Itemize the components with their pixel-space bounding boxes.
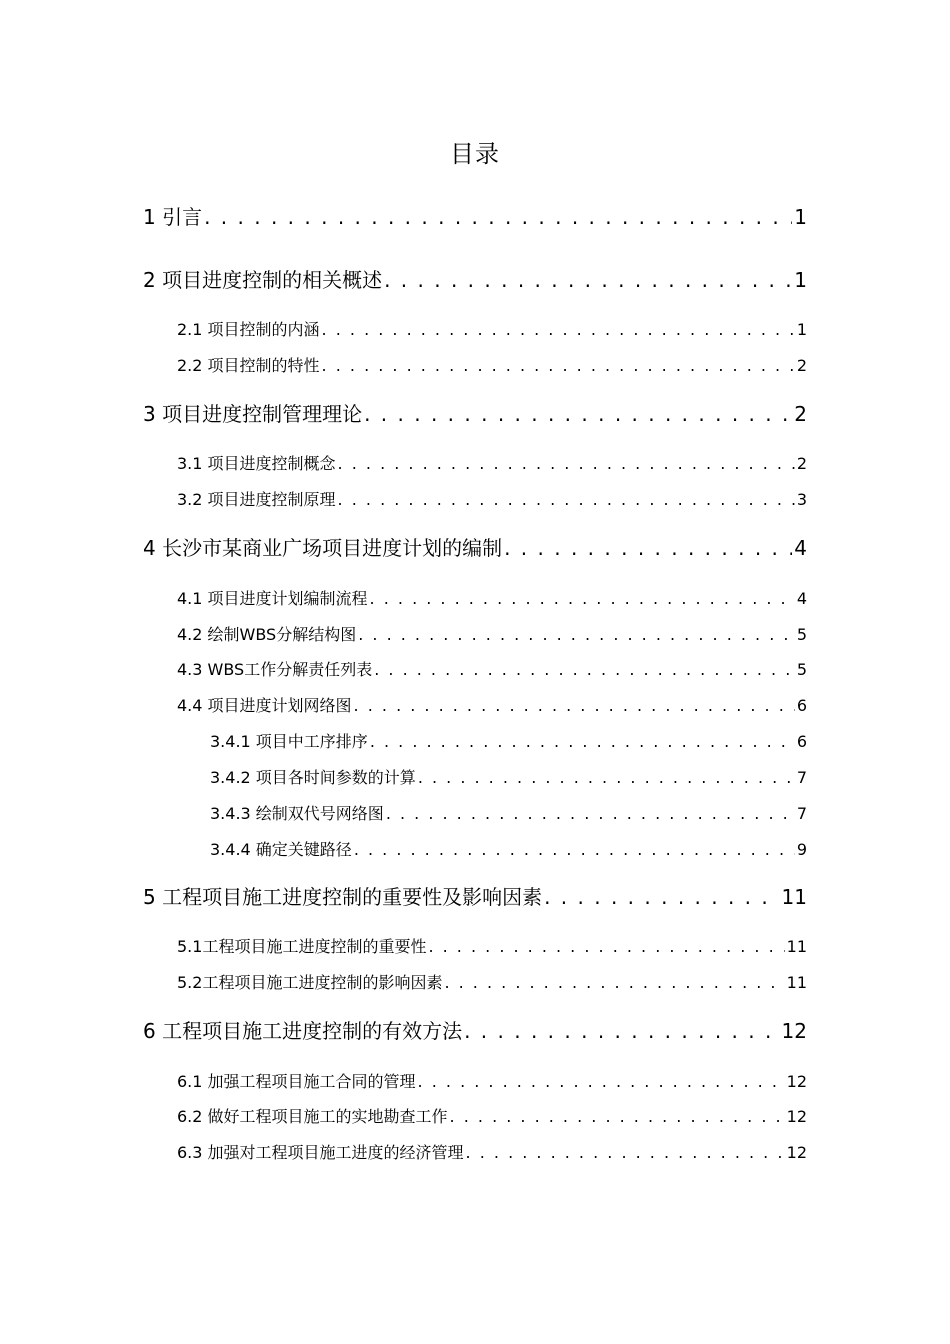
toc-entry[interactable]	[143, 881, 807, 909]
toc-page-number: 5	[796, 660, 807, 679]
toc-dot-leader	[384, 268, 792, 292]
toc-entry[interactable]	[177, 586, 807, 608]
toc-entry-label: 4 长沙市某商业广场项目进度计划的编制	[143, 536, 503, 560]
toc-entry-label: 6 工程项目施工进度控制的有效方法	[143, 1019, 463, 1043]
toc-page-number: 2	[796, 356, 807, 375]
page-title: 目录	[450, 140, 500, 168]
toc-entry[interactable]	[177, 487, 807, 509]
toc-dot-leader	[450, 1107, 785, 1126]
toc-page-number: 5	[796, 625, 807, 644]
toc-dot-leader	[364, 402, 792, 426]
toc-dot-leader	[370, 732, 795, 751]
toc-page-number: 7	[796, 804, 807, 823]
toc-dot-leader	[370, 589, 795, 608]
toc-dot-leader	[322, 356, 795, 375]
toc-dot-leader	[464, 1019, 779, 1043]
toc-dot-leader	[418, 1072, 785, 1091]
toc-dot-leader	[374, 660, 795, 679]
toc-entry-label: 6.2 做好工程项目施工的实地勘查工作	[177, 1107, 448, 1126]
toc-dot-leader	[428, 937, 784, 956]
toc-entry-label: 2 项目进度控制的相关概述	[143, 268, 383, 292]
toc-entry-label: 3.2 项目进度控制原理	[177, 490, 336, 509]
toc-dot-leader	[358, 625, 795, 644]
toc-page-number: 1	[794, 205, 807, 229]
toc-entry[interactable]	[177, 970, 807, 992]
toc-entry-label: 5.1工程项目施工进度控制的重要性	[177, 937, 427, 956]
toc-entry[interactable]	[177, 451, 807, 473]
toc-page-number: 9	[796, 840, 807, 859]
toc-entry[interactable]	[177, 1104, 807, 1126]
toc-entry-label: 6.1 加强工程项目施工合同的管理	[177, 1072, 416, 1091]
toc-entry-label: 5 工程项目施工进度控制的重要性及影响因素	[143, 885, 543, 909]
toc-dot-leader	[338, 490, 795, 509]
toc-entry-label: 3.1 项目进度控制概念	[177, 454, 336, 473]
toc-dot-leader	[354, 840, 795, 859]
toc-dot-leader	[386, 804, 795, 823]
toc-entry-label: 3.4.2 项目各时间参数的计算	[210, 768, 416, 787]
toc-dot-leader	[504, 536, 792, 560]
toc-page-number: 4	[794, 536, 807, 560]
toc-entry[interactable]	[210, 801, 807, 823]
toc-entry-label: 2.1 项目控制的内涵	[177, 320, 320, 339]
toc-entry[interactable]	[143, 1015, 807, 1043]
toc-page-number: 1	[794, 268, 807, 292]
toc-entry[interactable]	[143, 201, 807, 229]
toc-dot-leader	[466, 1143, 785, 1162]
toc-entry[interactable]	[210, 765, 807, 787]
toc-dot-leader	[204, 205, 792, 229]
toc-page-number: 12	[786, 1072, 807, 1091]
toc-page-number: 6	[796, 696, 807, 715]
toc-entry-label: 4.2 绘制WBS分解结构图	[177, 625, 357, 644]
toc-page-number: 11	[786, 973, 807, 992]
toc-entry-label: 4.4 项目进度计划网络图	[177, 696, 352, 715]
toc-dot-leader	[418, 768, 795, 787]
toc-entry[interactable]	[177, 353, 807, 375]
toc-dot-leader	[544, 885, 779, 909]
toc-entry-label: 3.4.3 绘制双代号网络图	[210, 804, 384, 823]
toc-page-number: 6	[796, 732, 807, 751]
toc-entry[interactable]	[177, 693, 807, 715]
toc-entry[interactable]	[143, 264, 807, 292]
toc-entry[interactable]	[177, 657, 807, 679]
toc-entry-label: 5.2工程项目施工进度控制的影响因素	[177, 973, 443, 992]
toc-entry[interactable]	[177, 934, 807, 956]
toc-page-number: 3	[796, 490, 807, 509]
toc-page-number: 7	[796, 768, 807, 787]
toc-page-number: 12	[781, 1019, 807, 1043]
toc-entry-label: 4.1 项目进度计划编制流程	[177, 589, 368, 608]
toc-dot-leader	[322, 320, 795, 339]
toc-page-number: 4	[796, 589, 807, 608]
toc-page-number: 2	[796, 454, 807, 473]
toc-entry[interactable]	[177, 1140, 807, 1162]
toc-entry-label: 1 引言	[143, 205, 203, 229]
toc-page-number: 12	[786, 1143, 807, 1162]
toc-entry-label: 2.2 项目控制的特性	[177, 356, 320, 375]
toc-page-number: 1	[796, 320, 807, 339]
toc-entry[interactable]	[143, 398, 807, 426]
toc-entry-label: 3 项目进度控制管理理论	[143, 402, 363, 426]
toc-entry[interactable]	[210, 837, 807, 859]
toc-entry[interactable]	[177, 317, 807, 339]
toc-page-number: 2	[794, 402, 807, 426]
toc-dot-leader	[354, 696, 795, 715]
toc-entry[interactable]	[177, 622, 807, 644]
toc-entry[interactable]	[143, 532, 807, 560]
toc-entry-label: 6.3 加强对工程项目施工进度的经济管理	[177, 1143, 464, 1162]
toc-entry-label: 3.4.4 确定关键路径	[210, 840, 352, 859]
toc-page-number: 11	[786, 937, 807, 956]
toc-dot-leader	[338, 454, 795, 473]
toc-dot-leader	[444, 973, 784, 992]
toc-entry-label: 3.4.1 项目中工序排序	[210, 732, 368, 751]
toc-page-number: 11	[781, 885, 807, 909]
toc-entry[interactable]	[177, 1069, 807, 1091]
toc-entry-label: 4.3 WBS工作分解责任列表	[177, 660, 373, 679]
toc-entry[interactable]	[210, 729, 807, 751]
toc-page-number: 12	[786, 1107, 807, 1126]
